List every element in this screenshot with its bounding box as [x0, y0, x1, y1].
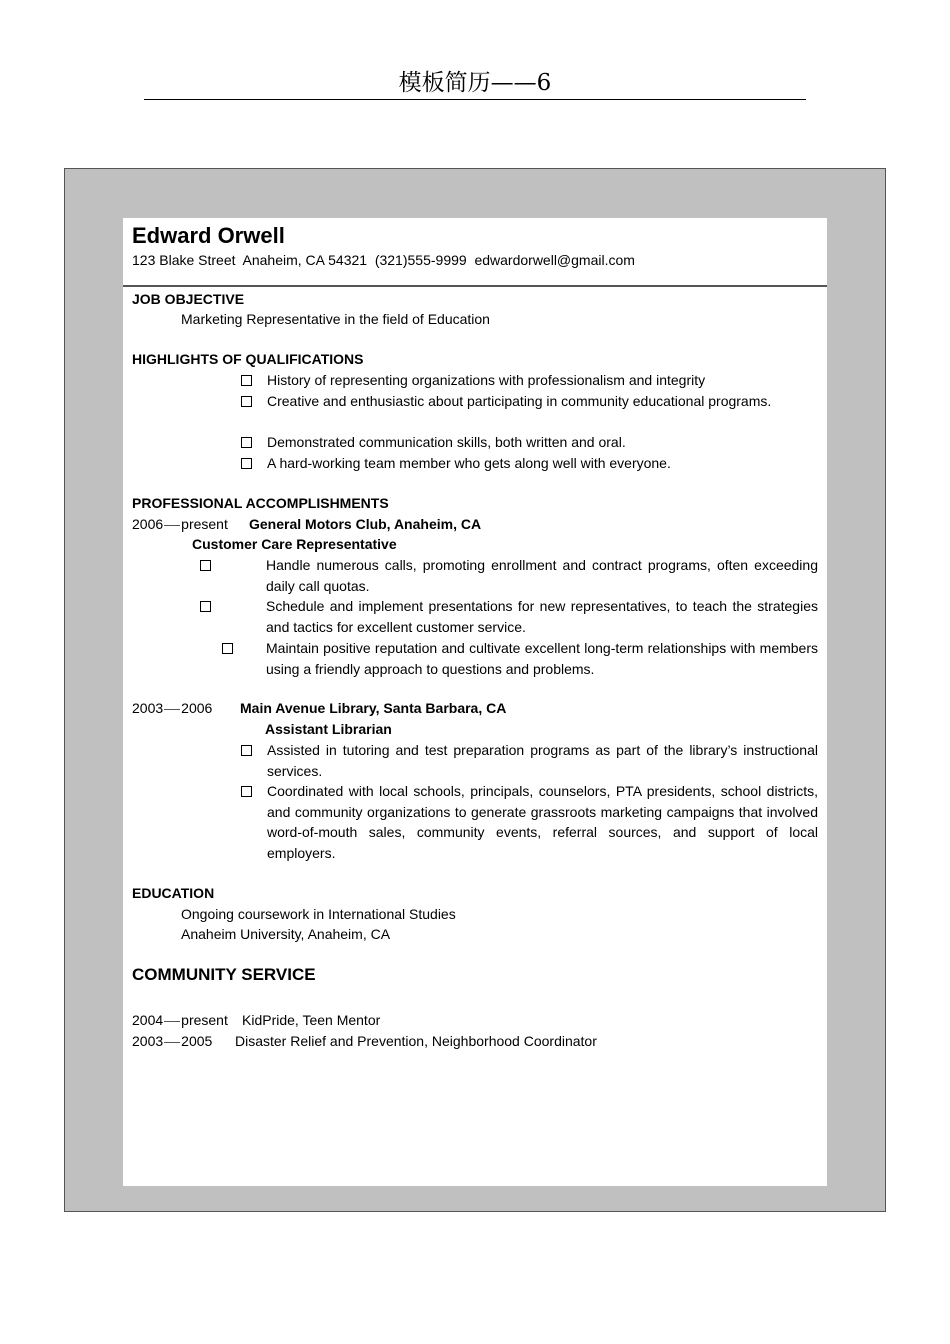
job-start: 2006: [132, 516, 164, 532]
community-end: present: [181, 1012, 228, 1028]
highlight-item: A hard-working team member who gets along well with everyone.: [267, 455, 671, 471]
candidate-name: Edward Orwell: [132, 223, 285, 248]
checkbox-icon: [241, 437, 252, 448]
job-bullet: [248, 638, 818, 679]
resume-sheet: [123, 218, 827, 1186]
job-dates: [132, 514, 228, 534]
community-dates: [132, 1031, 212, 1051]
checkbox-icon: [222, 643, 233, 654]
community-start: 2003: [132, 1033, 164, 1049]
highlight-item: History of representing organizations with professionalism and integrity: [267, 372, 706, 388]
dash-separator: [164, 709, 180, 710]
dash-separator: [164, 1042, 180, 1043]
page-heading: 模板简历——6: [398, 70, 552, 96]
education-line: Ongoing coursework in International Studies: [181, 906, 456, 922]
highlight-item: Demonstrated communication skills, both written and oral.: [267, 434, 626, 450]
job-bullet-text: Schedule and implement presentations for new representatives, to teach the strategies and tactics for excellent customer service.: [266, 598, 818, 635]
education-heading: EDUCATION: [132, 885, 215, 901]
job-title: Assistant Librarian: [265, 721, 392, 737]
checkbox-icon: [241, 396, 252, 407]
checkbox-icon: [241, 786, 252, 797]
highlight-item: Creative and enthusiastic about participating in community educational programs.: [267, 393, 772, 409]
job-bullet: [224, 555, 818, 596]
job-start: 2003: [132, 700, 164, 716]
checkbox-icon: [200, 601, 211, 612]
objective-text: Marketing Representative in the field of Education: [181, 311, 490, 327]
dash-separator: [164, 525, 180, 526]
job-bullet: [219, 596, 818, 637]
job-end: present: [181, 516, 228, 532]
checkbox-icon: [241, 458, 252, 469]
header-divider: [123, 285, 827, 287]
job-title: Customer Care Representative: [192, 536, 397, 552]
highlights-heading: HIGHLIGHTS OF QUALIFICATIONS: [132, 351, 364, 367]
education-line: Anaheim University, Anaheim, CA: [181, 926, 391, 942]
contact-line: 123 Blake Street Anaheim, CA 54321 (321)555-9999 edwardorwell@gmail.com: [132, 252, 635, 268]
community-entry: Disaster Relief and Prevention, Neighborhood Coordinator: [235, 1033, 597, 1049]
checkbox-icon: [200, 560, 211, 571]
community-heading: COMMUNITY SERVICE: [132, 965, 316, 984]
accomplishments-heading: PROFESSIONAL ACCOMPLISHMENTS: [132, 495, 389, 511]
job-bullet-text: Maintain positive reputation and cultivate excellent long-term relationships with members using a friendly approach to questions and problems.: [266, 640, 818, 677]
community-end: 2005: [181, 1033, 213, 1049]
community-entry: KidPride, Teen Mentor: [242, 1012, 381, 1028]
job-dates: [132, 698, 212, 718]
job-bullet: Assisted in tutoring and test preparation programs as part of the library’s instructional services.: [267, 742, 818, 779]
heading-underline: [144, 99, 806, 100]
community-dates: [132, 1010, 228, 1030]
community-start: 2004: [132, 1012, 164, 1028]
job-employer: Main Avenue Library, Santa Barbara, CA: [240, 700, 507, 716]
job-employer: General Motors Club, Anaheim, CA: [249, 516, 482, 532]
checkbox-icon: [241, 745, 252, 756]
objective-heading: JOB OBJECTIVE: [132, 291, 245, 307]
checkbox-icon: [241, 375, 252, 386]
job-bullet-text: Handle numerous calls, promoting enrollment and contract programs, often exceeding daily call quotas.: [266, 557, 818, 594]
dash-separator: [164, 1021, 180, 1022]
job-end: 2006: [181, 700, 213, 716]
job-bullet: Coordinated with local schools, principals, counselors, PTA presidents, school districts, and community organizations to generate grassroots marketing campaigns that involved word-of-mouth sales, community events, referral sources, and support of local employers.: [267, 783, 818, 861]
